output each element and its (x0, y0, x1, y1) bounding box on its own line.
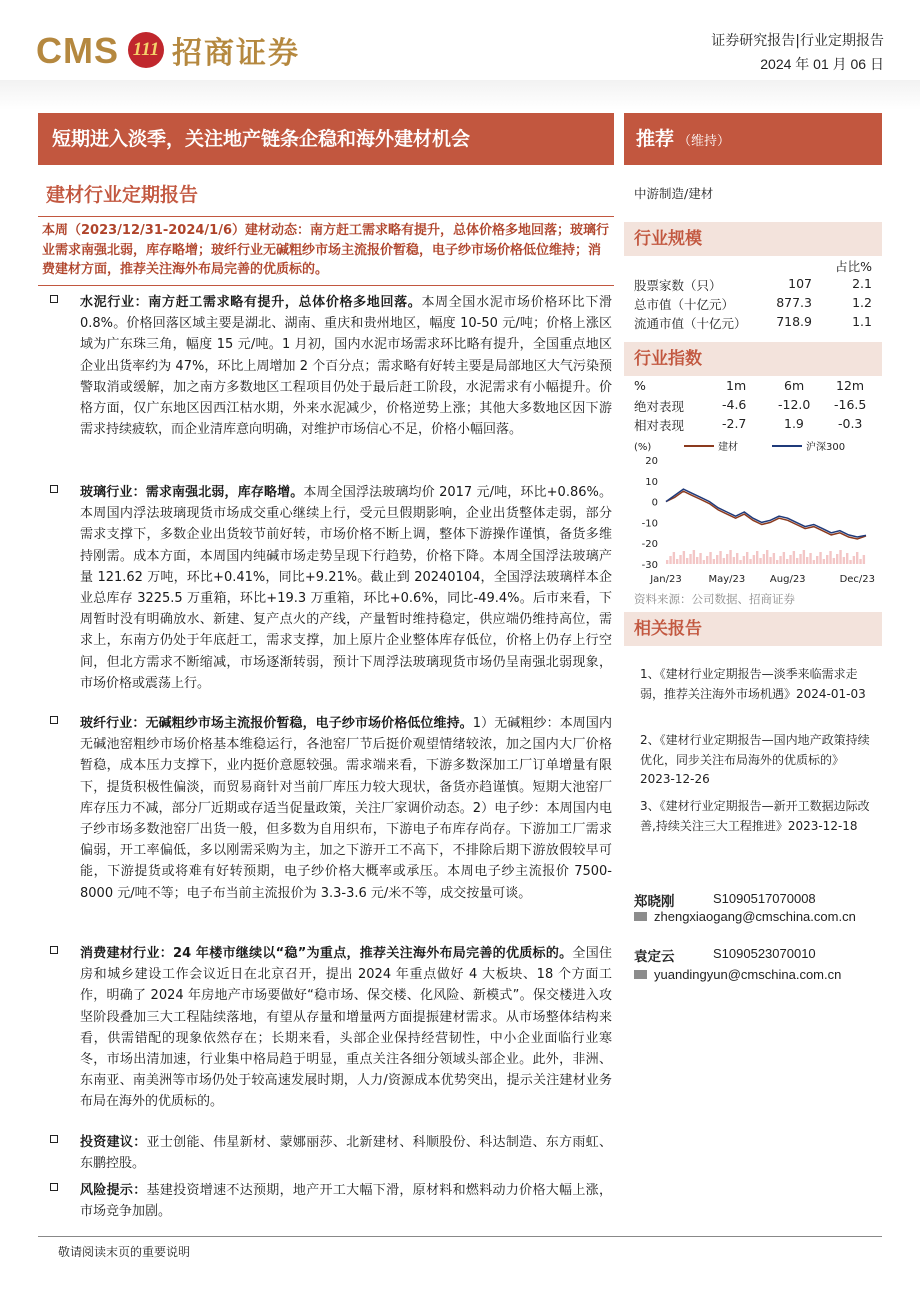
x-tick-label: Dec/23 (839, 574, 876, 585)
relative-bar (836, 554, 838, 564)
row-value: 107 (788, 276, 812, 291)
relative-bar (673, 552, 675, 564)
relative-bar (776, 560, 778, 564)
section-body: 本周全国浮法玻璃均价 2017 元/吨，环比+0.86%。本周国内浮法玻璃现货市场成交重心继续上行，受元旦假期影响，企业出货整体走弱，部分需求支撑下，多数企业出货较节前好转，市场价格不断上调，整体下游操作谨慎，备货多维持刚需。成本方面，本周国内纯碱市场走势呈现下行趋势，价格下降。本周全国浮法玻璃产量 121.62 万吨，环比+0.41%，同比+9.21%。截止到 20240104，全国浮法玻璃样本企业总库存 3225.5 万重箱，环比+19.3 万重箱，环比+0.6%，同比-49.4%。后市来看，下周暂时没有明确放水、新建、复产点火的产线，产量暂时维持稳定，供应端仍维持高位，需求上，东南方仍处于年底赶工，需求支撑，加上原片企业整体库存低位，价格上仍存上行空间，但北方需求不断缩减，市场逐渐转弱，预计下周浮法玻璃现货市场仍呈南强北弱现象，市场价格或震荡上行。 (80, 485, 612, 691)
section-lead: 玻纤行业：无碱粗纱市场主流报价暂稳，电子纱市场价格低位维持。 (80, 716, 473, 731)
sector-label: 中游制造/建材 (634, 186, 714, 201)
relative-bar (833, 558, 835, 564)
relative-bar (793, 551, 795, 564)
report-date: 2024 年 01 月 06 日 (760, 56, 884, 72)
y-tick-label: 10 (645, 476, 658, 488)
relative-bar (746, 552, 748, 564)
relative-bar (729, 550, 731, 564)
section-cement (50, 292, 612, 440)
relative-bar (813, 560, 815, 564)
summary: 本周（2023/12/31-2024/1/6）建材动态：南方赶工需求略有提升，总体价格多地回落；玻璃行业需求南强北弱，库存略增；玻纤行业无碱粗纱市场主流报价暂稳，电子纱市场价格低位维持；消费建材方面，推荐关注海外布局完善的优质标的。 (42, 223, 610, 277)
relative-bar (743, 556, 745, 564)
related-report[interactable]: 1、《建材行业定期报告—淡季来临需求走弱，推荐关注海外市场机遇》2024-01-03 (640, 667, 866, 701)
y-axis-label: (%) (634, 442, 652, 453)
chart-svg (630, 436, 878, 588)
bullet-icon (50, 485, 58, 493)
rating-sub: （维持） (678, 134, 731, 149)
index-chart (630, 436, 878, 588)
x-tick-label: Aug/23 (769, 574, 806, 585)
rating-box (624, 113, 882, 165)
relative-bar (676, 559, 678, 564)
relative-bar (723, 558, 725, 564)
section-body: 本周全国水泥市场价格环比下滑 0.8%。价格回落区域主要是湖北、湖南、重庆和贵州地区，幅度 10-50 元/吨；价格上涨区域为广东珠三角，幅度 15 元/吨。1 月初，国内水泥市场需求环比略有提升，全国重点地区企业出货率约为 47%，环比上周增加 2 个百分点；需求略有好转主要是局部地区大气污染预警取消或缓解，加之南方多数地区工程项目仍处于最后赶工阶段，水泥需求有小幅提升。价格方面，仅广东地区因西江枯水期，外来水泥减少，价格逆势上涨；其他大多数地区因下游需求持续疲软，而企业清库意向明确，对维护市场信心不足，价格小幅回落。 (80, 295, 612, 438)
relative-bar (849, 560, 851, 564)
scale-heading: 行业规模 (624, 222, 882, 256)
col-header: 6m (784, 378, 805, 393)
col-header: 1m (726, 378, 747, 393)
relative-bar (786, 559, 788, 564)
rating-label: 推荐 (636, 128, 675, 150)
scale-table (634, 257, 872, 333)
relative-bar (719, 551, 721, 564)
report-name: 建材行业定期报告 (46, 184, 199, 206)
relative-bar (709, 552, 711, 564)
row-value: -16.5 (834, 397, 867, 412)
row-label: 总市值（十亿元） (634, 297, 735, 312)
relative-bar (799, 554, 801, 564)
relative-bar (683, 551, 685, 564)
divider (38, 285, 614, 286)
col-header: 12m (836, 378, 865, 393)
relative-bar (779, 556, 781, 564)
bullet-icon (50, 1183, 58, 1191)
table-row (634, 276, 872, 295)
relative-bar (859, 559, 861, 564)
relative-bar (693, 550, 695, 564)
section-lead: 投资建议： (80, 1135, 147, 1150)
row-pct: 1.1 (852, 314, 872, 329)
row-label: 绝对表现 (634, 399, 685, 414)
row-value: -4.6 (722, 397, 747, 412)
section-glass (50, 482, 612, 694)
row-value: 718.9 (776, 314, 812, 329)
section-lead: 风险提示： (80, 1183, 147, 1198)
relative-bar (666, 560, 668, 564)
relative-bar (686, 558, 688, 564)
relative-bar (756, 551, 758, 564)
row-value: 877.3 (776, 295, 812, 310)
y-tick-label: 0 (651, 497, 658, 509)
table-row (634, 397, 872, 416)
bullet-icon (50, 946, 58, 954)
col-header: % (634, 378, 646, 393)
y-tick-label: 20 (645, 456, 658, 467)
section-body: 亚士创能、伟星新材、蒙娜丽莎、北新建材、科顺股份、科达制造、东方雨虹、东鹏控股。 (80, 1135, 612, 1172)
relative-bar (726, 554, 728, 564)
mail-icon (634, 970, 647, 979)
relative-bar (823, 559, 825, 564)
relative-bar (816, 556, 818, 564)
relative-bar (783, 552, 785, 564)
section-lead: 玻璃行业：需求南强北弱，库存略增。 (80, 485, 304, 500)
logo-cn: 招商证券 (172, 36, 300, 71)
relative-bar (763, 554, 765, 564)
section-lead: 消费建材行业：24 年楼市继续以“稳”为重点，推荐关注海外布局完善的优质标的。 (80, 946, 573, 961)
relative-bar (769, 557, 771, 564)
analyst-name: 袁定云 (634, 949, 675, 965)
relative-bar (789, 555, 791, 564)
y-tick-label: -20 (641, 539, 658, 551)
analyst-email[interactable]: zhengxiaogang@cmschina.com.cn (654, 909, 856, 924)
relative-bar (796, 558, 798, 564)
doc-type: 证券研究报告|行业定期报告 (711, 33, 884, 49)
relative-bar (749, 559, 751, 564)
footer-divider (38, 1236, 882, 1237)
section-risk (50, 1180, 612, 1222)
relative-bar (856, 552, 858, 564)
section-body: 1）无碱粗纱：本周国内无碱池窑粗纱市场价格基本维稳运行，各池窑厂节后挺价观望情绪较浓，加之国内大厂价格暂稳，成本压力支撑下，业内挺价意愿较强。需求端来看，下游多数深加工厂订单增量有限下，提货积极性偏淡，而贸易商针对当前厂库压力较大现状，备货亦趋谨慎。短期大池窑厂库存压力不减，部分厂近期或存适当促量政策，关注厂家调价动态。2）电子纱：本周国内电子纱市场多数池窑厂出货一般，但多数为自用织布，下游电子布库存尚存。下游加工厂需求偏弱，开工率偏低，多以刚需采购为主，加之下游开工不高下，不排除后期下游放假较早可能，下游提货或将难有好转预期，电子纱价格大概率或承压。本周电子纱主流报价 7500-8000 元/吨不等；电子布当前主流报价为 3.3-3.6 元/米不等，成交按量可谈。 (80, 716, 612, 901)
section-lead: 水泥行业：南方赶工需求略有提升，总体价格多地回落。 (80, 295, 422, 310)
relative-bar (819, 552, 821, 564)
footer-note: 敬请阅读末页的重要说明 (58, 1245, 191, 1259)
relative-bar (759, 558, 761, 564)
relative-bar (669, 556, 671, 564)
y-tick-label: -30 (641, 560, 658, 571)
row-value: 1.9 (784, 416, 804, 431)
logo-cms: CMS (36, 30, 119, 71)
analyst-id: S1090517070008 (713, 891, 816, 906)
relative-bar (839, 550, 841, 564)
series-line (666, 489, 866, 537)
row-value: -0.3 (838, 416, 863, 431)
mail-icon (634, 912, 647, 921)
relative-bar (733, 557, 735, 564)
relative-bar (853, 556, 855, 564)
col-header: 占比% (835, 259, 872, 274)
relative-bar (863, 555, 865, 564)
relative-bar (829, 551, 831, 564)
relative-bar (716, 555, 718, 564)
analyst-name: 郑晓刚 (634, 894, 675, 910)
relative-bar (753, 555, 755, 564)
legend-label: 沪深300 (806, 442, 846, 453)
x-tick-label: May/23 (708, 574, 746, 585)
row-value: -12.0 (778, 397, 811, 412)
logo-badge-icon: 111 (128, 32, 164, 68)
x-tick-label: Jan/23 (650, 574, 682, 585)
row-pct: 1.2 (852, 295, 872, 310)
table-row (634, 295, 872, 314)
section-body: 基建投资增速不达预期，地产开工大幅下滑，原材料和燃料动力价格大幅上涨，市场竞争加剧。 (80, 1183, 612, 1220)
legend-label: 建材 (718, 442, 738, 453)
section-consumer-materials (50, 943, 612, 1113)
row-label: 流通市值（十亿元） (634, 316, 747, 331)
relative-bar (703, 560, 705, 564)
index-table (634, 378, 872, 435)
relative-bar (713, 559, 715, 564)
table-header (634, 378, 872, 397)
relative-bar (699, 553, 701, 564)
row-value: -2.7 (722, 416, 747, 431)
relative-bar (846, 553, 848, 564)
relative-bar (809, 553, 811, 564)
section-body: 全国住房和城乡建设工作会议近日在北京召开，提出 2024 年重点做好 4 大板块、18 个方面工作，明确了 2024 年房地产市场要做好“稳市场、保交楼、化风险、新模式”。保交楼进入攻坚阶段叠加三大工程陆续落地，有望从存量和增量两方面提振建材需求。从市场整体结构来看，供需错配的现象依然存在；长期来看，头部企业保持经营韧性，中小企业面临行业寒冬，市场出清加速，行业集中格局趋于明显，重点关注各细分领域头部企业。此外，非洲、东南亚、南美洲等市场仍处于较高速发展时期，人力/资源成本优势突出，提示关注建材业务布局在海外的优质标的。 (80, 946, 612, 1110)
relative-bar (679, 555, 681, 564)
y-tick-label: -10 (641, 518, 658, 530)
section-fiberglass (50, 713, 612, 904)
row-pct: 2.1 (852, 276, 872, 291)
relative-bar (696, 557, 698, 564)
section-investment (50, 1132, 612, 1174)
bullet-icon (50, 1135, 58, 1143)
analyst-email[interactable]: yuandingyun@cmschina.com.cn (654, 967, 842, 982)
relative-bar (766, 550, 768, 564)
divider (38, 216, 614, 217)
relative-bar (806, 557, 808, 564)
index-heading: 行业指数 (624, 342, 882, 376)
related-heading: 相关报告 (624, 612, 882, 646)
relative-bar (843, 557, 845, 564)
relative-bar (739, 560, 741, 564)
related-report[interactable]: 2、《建材行业定期报告—国内地产政策持续优化，同步关注布局海外的优质标的》2023-12-26 (640, 733, 870, 786)
related-report[interactable]: 3、《建材行业定期报告—新开工数据边际改善,持续关注三大工程推进》2023-12-18 (640, 799, 870, 833)
relative-bar (826, 555, 828, 564)
row-label: 股票家数（只） (634, 278, 722, 293)
header-shade (0, 80, 920, 110)
relative-bar (773, 553, 775, 564)
row-label: 相对表现 (634, 418, 685, 433)
table-row (634, 416, 872, 435)
chart-source: 资料来源：公司数据、招商证券 (634, 592, 795, 606)
relative-bar (706, 556, 708, 564)
bullet-icon (50, 295, 58, 303)
table-row (634, 314, 872, 333)
analyst-id: S1090523070010 (713, 946, 816, 961)
bullet-icon (50, 716, 58, 724)
relative-bar (803, 550, 805, 564)
relative-bar (689, 554, 691, 564)
relative-bar (736, 553, 738, 564)
page-title: 短期进入淡季，关注地产链条企稳和海外建材机会 (38, 113, 614, 165)
